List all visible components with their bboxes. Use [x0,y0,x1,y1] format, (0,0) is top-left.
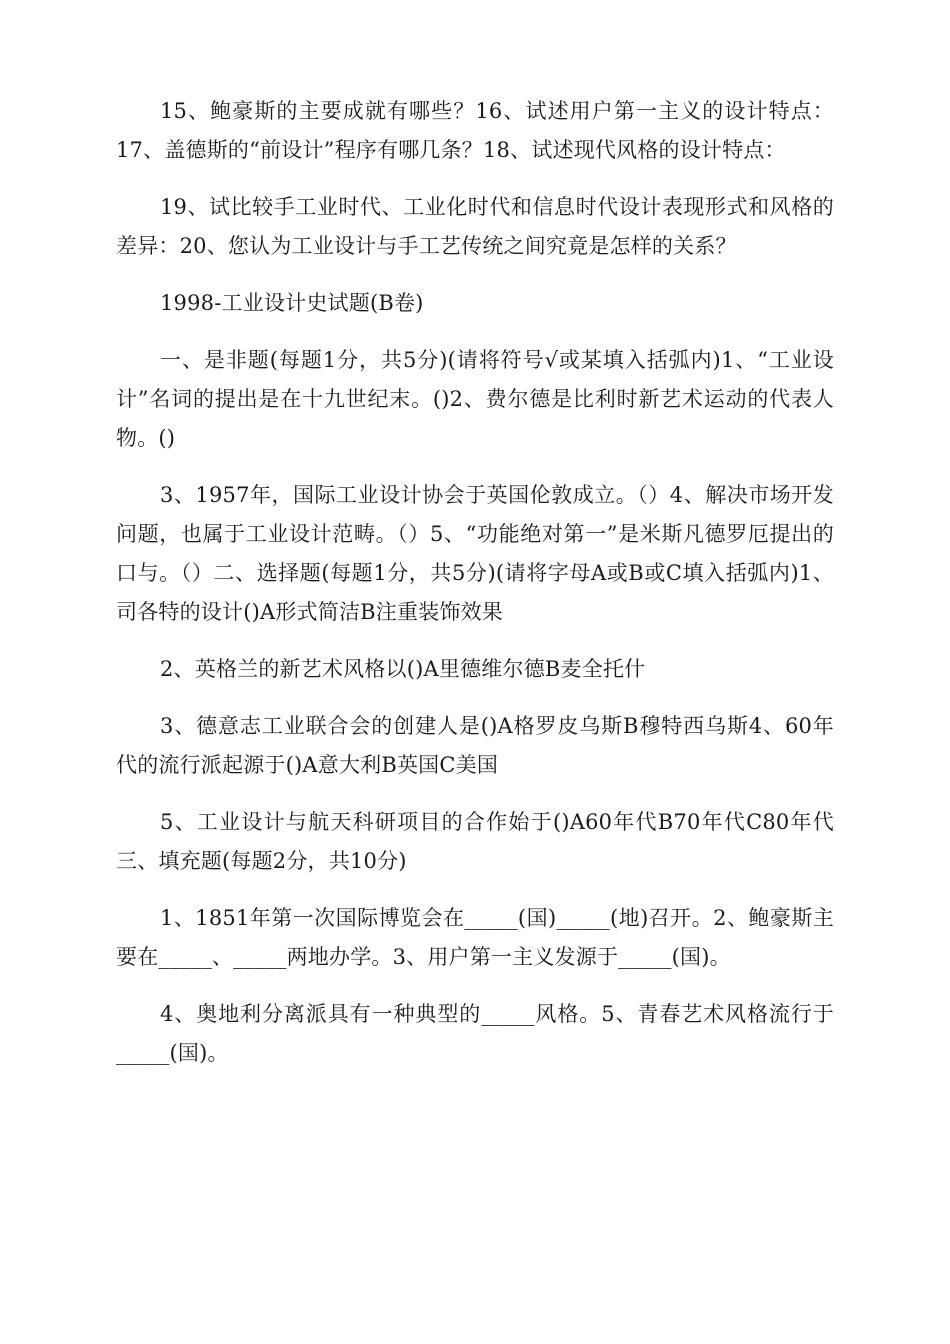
paragraph-true-false-section: 一、是非题(每题1分，共5分)(请将符号√或某填入括弧内)1、“工业设计”名词的提出是在十九世纪末。()2、费尔德是比利时新艺术运动的代表人物。() [116,348,834,450]
paragraph-choice-5: 5、工业设计与航天科研项目的合作始于()A60年代B70年代C80年代三、填充题(每题2分，共10分) [116,810,834,873]
paragraph-true-false-continued: 3、1957年，国际工业设计协会于英国伦敦成立。（）4、解决市场开发问题，也属于工业设计范畴。（）5、“功能绝对第一”是米斯凡德罗厄提出的口与。（）二、选择题(每题1分，共5分)(请将字母A或B或C填入括弧内)1、司各特的设计()A形式简洁B注重装饰效果 [116,483,834,624]
paragraph-fill-1-3: 1、1851年第一次国际博览会在_____(国)_____(地)召开。2、鲍豪斯主要在_____、_____两地办学。3、用户第一主义发源于_____(国)。 [116,906,834,969]
exam-title: 1998-工业设计史试题(B卷) [160,291,424,315]
paragraph-choice-3-4: 3、德意志工业联合会的创建人是()A格罗皮乌斯B穆特西乌斯4、60年代的流行派起源于()A意大利B英国C美国 [116,714,834,777]
paragraph-fill-4-5: 4、奥地利分离派具有一种典型的_____风格。5、青春艺术风格流行于_____(国)。 [116,1002,834,1065]
document-page [116,92,834,1091]
paragraph-questions-19-20: 19、试比较手工业时代、工业化时代和信息时代设计表现形式和风格的差异：20、您认为工业设计与手工艺传统之间究竟是怎样的关系？ [116,195,834,258]
paragraph-questions-15-18: 15、鲍豪斯的主要成就有哪些？16、试述用户第一主义的设计特点：17、盖德斯的“前设计”程序有哪几条？18、试述现代风格的设计特点： [116,99,834,162]
paragraph-choice-2: 2、英格兰的新艺术风格以()A里德维尔德B麦全托什 [160,657,646,681]
